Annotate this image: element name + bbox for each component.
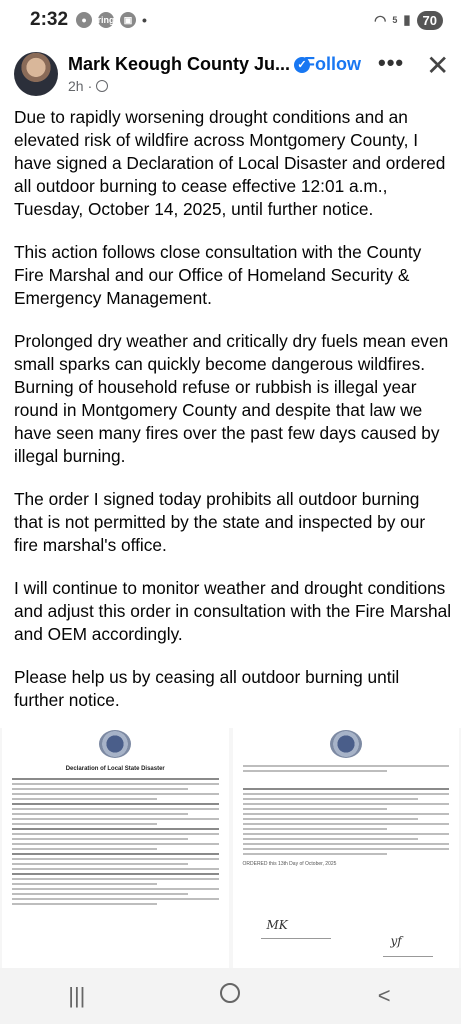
signal-label: 5 [392, 15, 398, 25]
document-image-right[interactable] [233, 728, 460, 968]
post-paragraph: Due to rapidly worsening drought conditions and an elevated risk of wildfire across Montgomery County, I have signed a Declaration of Local Disaster and ordered all outdoor burning to cease effective 12:01 a.m., Tuesday, October 14, 2025, until further notice. [14, 107, 446, 219]
avatar[interactable] [14, 52, 58, 96]
ring-icon: ring [98, 12, 114, 28]
post-paragraph: The order I signed today prohibits all outdoor burning that is not permitted by the state and inspected by our fire marshal's office. [14, 489, 426, 555]
post-paragraph: I will continue to monitor weather and drought conditions and adjust this order in consultation with the Fire Marshal and OEM accordingly. [14, 578, 452, 644]
screen-icon: ▣ [120, 12, 136, 28]
document-image-left[interactable] [2, 728, 229, 968]
county-seal-icon [99, 730, 131, 758]
back-button[interactable]: < [377, 983, 391, 1008]
post-header [0, 44, 461, 100]
notification-icons [76, 12, 147, 28]
home-icon [220, 983, 240, 1003]
meta-separator: · [87, 78, 93, 94]
post-meta [68, 78, 108, 94]
recents-button[interactable]: ||| [68, 983, 86, 1008]
wifi-icon: ◠ [374, 11, 387, 28]
post-paragraph: Please help us by ceasing all outdoor burning until further notice. [14, 667, 400, 710]
system-nav-bar [0, 968, 461, 1024]
home-button[interactable] [200, 983, 260, 1009]
follow-button[interactable]: Follow [304, 54, 361, 74]
more-notifications-dot: • [142, 12, 147, 28]
county-seal-icon [330, 730, 362, 758]
verified-badge-icon: ✓ [294, 57, 310, 73]
close-icon[interactable]: ✕ [426, 50, 450, 81]
status-time: 2:32 [30, 9, 69, 30]
more-options-icon[interactable]: ••• [378, 50, 405, 75]
battery-icon: 70 [417, 11, 443, 30]
author-name[interactable]: Mark Keough County Ju... ✓ [68, 54, 310, 75]
post-paragraph: Prolonged dry weather and critically dry fuels mean even small sparks can quickly become dangerous wildfires. Burning of household refuse or rubbish is illegal year round in Montgomery County and despite that law we have seen many fires over the past few days caused by illegal burning. [14, 331, 449, 466]
globe-icon [96, 80, 108, 92]
document-title: Declaration of Local State Disaster [65, 766, 165, 772]
judge-signature: MK [266, 918, 288, 932]
attest-signature: yf [390, 934, 402, 948]
post-timestamp[interactable]: 2h [68, 78, 84, 94]
messenger-icon: ● [76, 12, 92, 28]
signal-icon: ▮ [403, 12, 411, 27]
ordered-date: ORDERED this 13th Day of October, 2025 [242, 861, 337, 867]
status-bar [0, 0, 461, 40]
system-indicators [374, 11, 443, 30]
post-body [14, 106, 452, 732]
post-paragraph: This action follows close consultation with the County Fire Marshal and our Office of Homeland Security & Emergency Management. [14, 242, 422, 308]
attached-images[interactable] [0, 728, 461, 968]
